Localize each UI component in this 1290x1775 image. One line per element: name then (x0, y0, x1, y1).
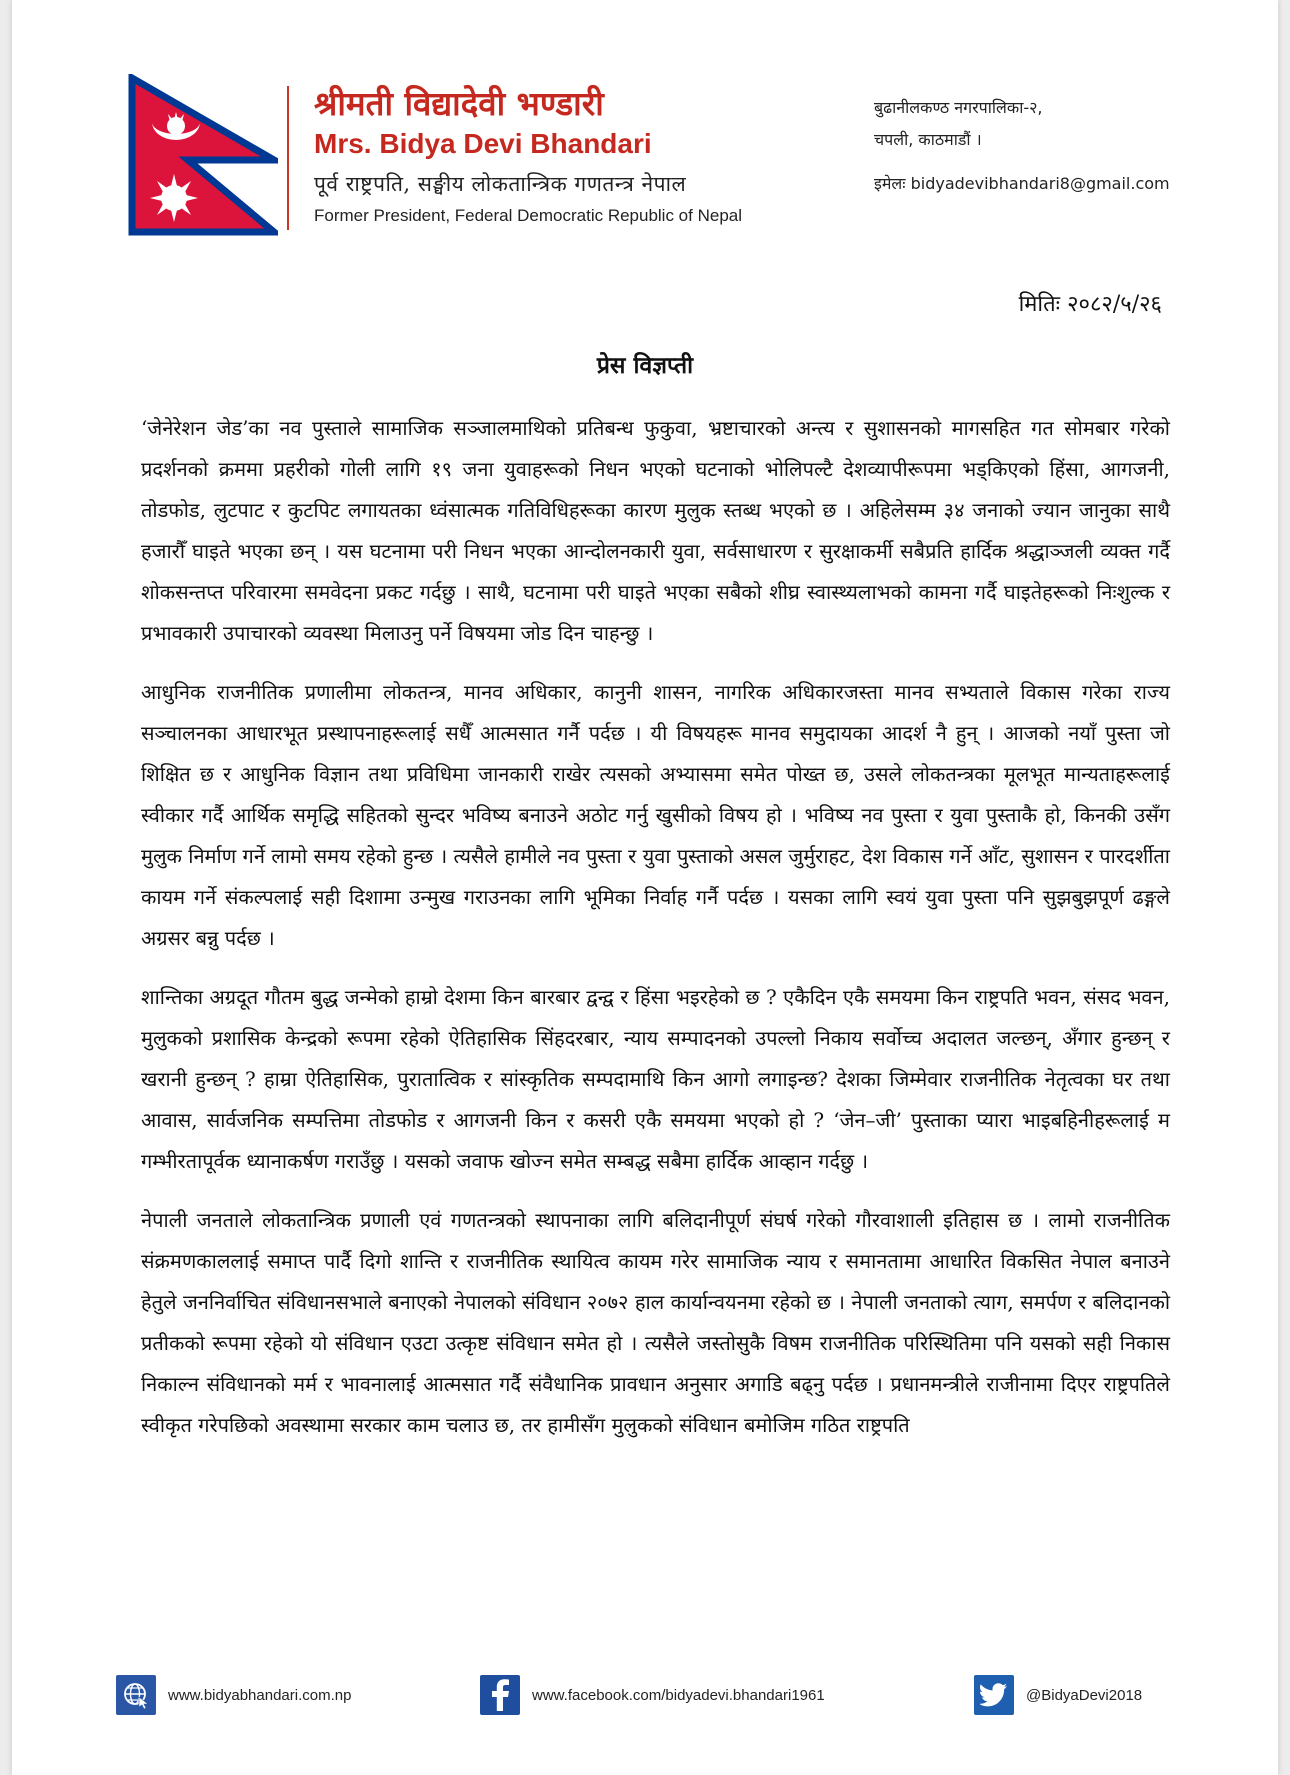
name-english: Mrs. Bidya Devi Bhandari (314, 128, 652, 159)
header-divider (287, 86, 289, 230)
footer (12, 1675, 1278, 1715)
address-block (874, 92, 1170, 200)
name-nepali: श्रीमती विद्यादेवी भण्डारी (314, 84, 604, 123)
document-body (141, 408, 1170, 1464)
role-nepali: पूर्व राष्ट्रपति, सङ्घीय लोकतान्त्रिक गणतन्त्र नेपाल (314, 172, 687, 196)
website-link[interactable]: www.bidyabhandari.com.np (168, 1686, 352, 1704)
date-line: मितिः २०८२/५/२६ (1018, 292, 1162, 317)
footer-twitter[interactable] (974, 1675, 1142, 1715)
address-line-1: बुढानीलकण्ठ नगरपालिका-२, (874, 98, 1043, 117)
facebook-icon (480, 1675, 520, 1715)
address-line-2: चपली, काठमाडौं । (874, 130, 982, 149)
globe-cursor-icon (116, 1675, 156, 1715)
email-address: इमेलः bidyadevibhandari8@gmail.com (874, 174, 1170, 193)
paragraph: नेपाली जनताले लोकतान्त्रिक प्रणाली एवं गणतन्त्रको स्थापनाका लागि बलिदानीपूर्ण संघर्ष गरेको गौरवाशाली इतिहास छ । लामो राजनीतिक संक्रमणकाललाई समाप्त पार्दै दिगो शान्ति र राजनीतिक स्थायित्व कायम गरेर सामाजिक न्याय र समानतामा आधारित विकसित नेपाल बनाउने हेतुले जननिर्वाचित संविधानसभाले बनाएको नेपालको संविधान २०७२ हाल कार्यान्वयनमा रहेको छ । नेपाली जनताको त्याग, समर्पण र बलिदानको प्रतीकको रूपमा रहेको यो संविधान एउटा उत्कृष्ट संविधान समेत हो । त्यसैले जस्तोसुकै विषम राजनीतिक परिस्थितिमा पनि यसको सही निकास निकाल्न संविधानको मर्म र भावनालाई आत्मसात गर्दै संवैधानिक प्रावधान अनुसार अगाडि बढ्नु पर्दछ । प्रधानमन्त्रीले राजीनामा दिएर राष्ट्रपतिले स्वीकृत गरेपछिको अवस्थामा सरकार काम चलाउ छ, तर हामीसँग मुलुकको संविधान बमोजिम गठित राष्ट्रपति (141, 1208, 1170, 1437)
facebook-link[interactable]: www.facebook.com/bidyadevi.bhandari1961 (532, 1686, 825, 1704)
paragraph: आधुनिक राजनीतिक प्रणालीमा लोकतन्त्र, मानव अधिकार, कानुनी शासन, नागरिक अधिकारजस्ता मानव सभ्यताले विकास गरेका राज्य सञ्चालनका आधारभूत प्रस्थापनाहरूलाई सधैँ आत्मसात गर्नै पर्दछ । यी विषयहरू मानव समुदायका आदर्श नै हुन् । आजको नयाँ पुस्ता जो शिक्षित छ र आधुनिक विज्ञान तथा प्रविधिमा जानकारी राखेर त्यसको अभ्यासमा समेत पोख्त छ, उसले लोकतन्त्रका मूलभूत मान्यताहरूलाई स्वीकार गर्दै आर्थिक समृद्धि सहितको सुन्दर भविष्य बनाउने अठोट गर्नु खुसीको विषय हो । भविष्य नव पुस्ता र युवा पुस्ताकै हो, किनकी उसँग मुलुक निर्माण गर्ने लामो समय रहेको हुन्छ । त्यसैले हामीले नव पुस्ता र युवा पुस्ताको असल जुर्मुराहट, देश विकास गर्ने आँट, सुशासन र पारदर्शीता कायम गर्ने संकल्पलाई सही दिशामा उन्मुख गराउनका लागि भूमिका निर्वाह गर्नै पर्दछ । यसका लागि स्वयं युवा पुस्ता पनि सुझबुझपूर्ण ढङ्गले अग्रसर बन्नु पर्दछ । (141, 680, 1170, 950)
paragraph: ‘जेनेरेशन जेड’का नव पुस्ताले सामाजिक सञ्जालमाथिको प्रतिबन्ध फुकुवा, भ्रष्टाचारको अन्त्य र सुशासनको मागसहित गत सोमबार गरेको प्रदर्शनको क्रममा प्रहरीको गोली लागि १९ जना युवाहरूको निधन भएको घटनाको भोलिपल्टै देशव्यापीरूपमा भड्किएको हिंसा, आगजनी, तोडफोड, लुटपाट र कुटपिट लगायतका ध्वंसात्मक गतिविधिहरूका कारण मुलुक स्तब्ध भएको छ । अहिलेसम्म ३४ जनाको ज्यान जानुका साथै हजारौँ घाइते भएका छन् । यस घटनामा परी निधन भएका आन्दोलनकारी युवा, सर्वसाधारण र सुरक्षाकर्मी सबैप्रति हार्दिक श्रद्धाञ्जली व्यक्त गर्दै शोकसन्तप्त परिवारमा समवेदना प्रकट गर्दछु । साथै, घटनामा परी घाइते भएका सबैको शीघ्र स्वास्थ्यलाभको कामना गर्दै घाइतेहरूको निःशुल्क र प्रभावकारी उपाचारको व्यवस्था मिलाउनु पर्ने विषयमा जोड दिन चाहन्छु । (141, 416, 1170, 645)
footer-facebook[interactable] (480, 1675, 825, 1715)
twitter-handle[interactable]: @BidyaDevi2018 (1026, 1686, 1143, 1704)
paragraph: शान्तिका अग्रदूत गौतम बुद्ध जन्मेको हाम्रो देशमा किन बारबार द्वन्द्व र हिंसा भइरहेको छ ? एकैदिन एकै समयमा किन राष्ट्रपति भवन, संसद भवन, मुलुकको प्रशासिक केन्द्रको रूपमा रहेको ऐतिहासिक सिंहदरबार, न्याय सम्पादनको उपल्लो निकाय सर्वोच्च अदालत जल्छन्, अँगार हुन्छन् र खरानी हुन्छन् ? हाम्रा ऐतिहासिक, पुरातात्विक र सांस्कृतिक सम्पदामाथि किन आगो लगाइन्छ? देशका जिम्मेवार राजनीतिक नेतृत्वका घर तथा आवास, सार्वजनिक सम्पत्तिमा तोडफोड र आगजनी किन र कसरी एकै समयमा भएको हो ? ‘जेन–जी’ पुस्ताका प्यारा भाइबहिनीहरूलाई म गम्भीरतापूर्वक ध्यानाकर्षण गराउँछु । यसको जवाफ खोज्न समेत सम्बद्ध सबैमा हार्दिक आव्हान गर्दछु । (141, 985, 1170, 1173)
press-release-page (12, 0, 1278, 1775)
role-english: Former President, Federal Democratic Republic of Nepal (314, 206, 743, 225)
document-title: प्रेस विज्ञप्ती (596, 352, 694, 379)
nepal-flag-icon (128, 74, 278, 236)
footer-website[interactable] (116, 1675, 351, 1715)
twitter-bird-icon (974, 1675, 1014, 1715)
